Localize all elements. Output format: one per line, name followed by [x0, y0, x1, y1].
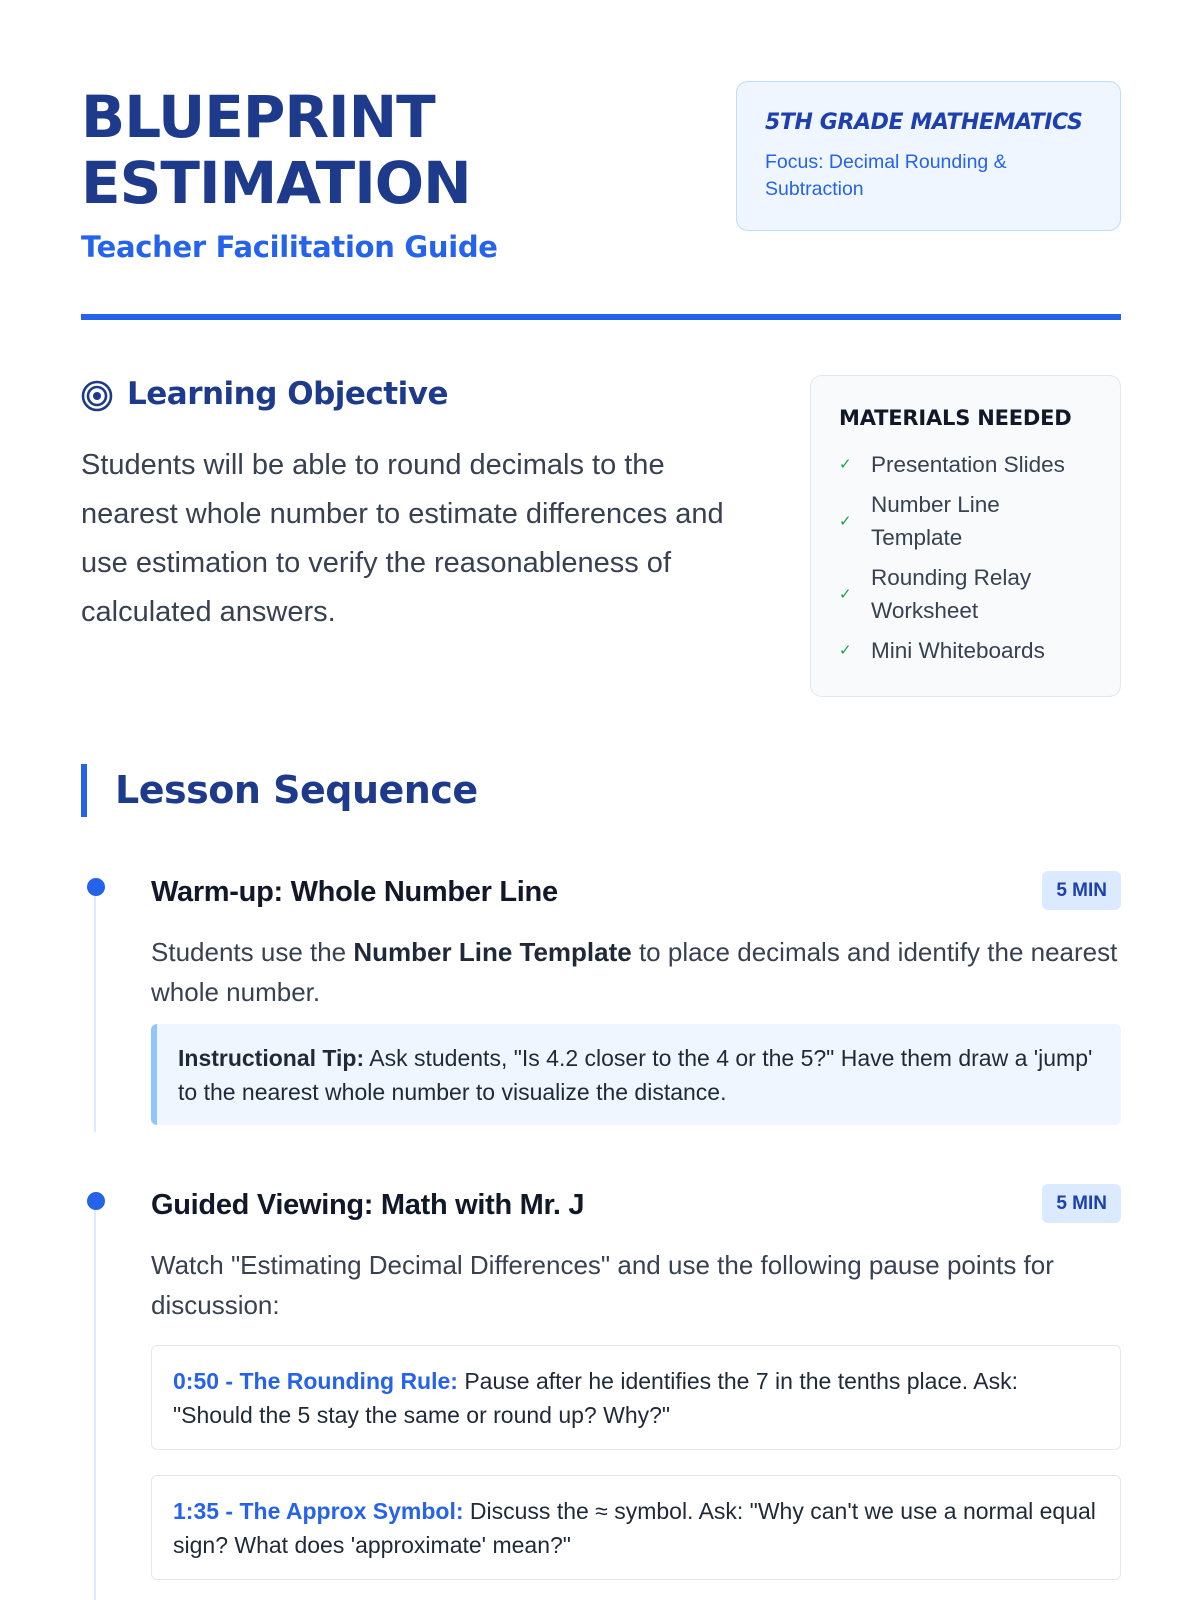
material-item: [839, 634, 1098, 667]
instructional-tip: [151, 1024, 1121, 1125]
title-line-1: BLUEPRINT: [81, 83, 435, 151]
pause-point: [151, 1475, 1121, 1580]
check-icon: ✓: [839, 456, 852, 473]
pause-point-label: 0:50 - The Rounding Rule:: [173, 1368, 458, 1394]
duration-badge: 5 MIN: [1042, 871, 1121, 910]
desc-text: Students use the: [151, 937, 354, 967]
material-line-1: Number Line: [871, 492, 1000, 517]
header-divider: [81, 314, 1121, 320]
step-title: Guided Viewing: Math with Mr. J: [151, 1189, 585, 1221]
check-icon: ✓: [839, 512, 852, 530]
material-item: [839, 488, 1098, 554]
material-item: [839, 561, 1098, 627]
materials-list: [839, 448, 1098, 667]
grade-label: 5TH GRADE MATHEMATICS: [765, 110, 1083, 135]
check-icon: ✓: [839, 585, 852, 603]
pause-point-label: 1:35 - The Approx Symbol:: [173, 1498, 464, 1524]
materials-title: MATERIALS NEEDED: [839, 406, 1072, 430]
material-item: [839, 448, 1098, 481]
pause-point-text: Discuss the ≈ symbol. Ask: "Why can't we use a normal equal sign? What does 'approximate' mean?": [173, 1498, 1096, 1558]
desc-bold: Number Line Template: [353, 937, 632, 967]
desc-text: to place decimals and identify the nearest whole number.: [151, 937, 1118, 1007]
focus-line-1: Focus: Decimal Rounding &: [765, 151, 1007, 173]
tip-label: Instructional Tip:: [178, 1045, 365, 1071]
material-line-1: Mini Whiteboards: [871, 638, 1045, 663]
step-description: [151, 932, 1121, 1012]
material-line-2: Template: [871, 525, 963, 550]
step-title: Warm-up: Whole Number Line: [151, 876, 558, 908]
target-icon: [81, 380, 113, 412]
check-icon: ✓: [839, 642, 852, 659]
timeline-line: [94, 1210, 96, 1600]
material-label: [871, 634, 1045, 667]
timeline-dot: [87, 1192, 105, 1210]
material-line-1: Presentation Slides: [871, 452, 1065, 477]
material-line-1: Rounding Relay: [871, 565, 1032, 590]
focus-line-2: Subtraction: [765, 178, 864, 200]
focus-text: [765, 149, 1094, 203]
lesson-sequence-heading: Lesson Sequence: [115, 768, 478, 812]
duration-badge: 5 MIN: [1042, 1184, 1121, 1223]
objective-heading: Learning Objective: [127, 376, 448, 412]
objective-text: Students will be able to round decimals to the nearest whole number to estimate differences and use estimation to verify the reasonableness of calculated answers.: [81, 449, 724, 628]
title-line-2: ESTIMATION: [81, 149, 471, 217]
timeline-line: [94, 896, 96, 1132]
step-description: Watch "Estimating Decimal Differences" and use the following pause points for discussion:: [151, 1250, 1054, 1320]
material-line-2: Worksheet: [871, 598, 979, 623]
lesson-step-guided-viewing: [151, 1189, 1121, 1600]
grade-card: [736, 81, 1121, 231]
teacher-guide-page: [81, 0, 1121, 1600]
page-title: [81, 84, 471, 216]
section-accent-bar: [81, 764, 87, 817]
material-label: [871, 561, 1031, 627]
timeline-dot: [87, 878, 105, 896]
pause-point-text: Pause after he identifies the 7 in the tenths place. Ask: "Should the 5 stay the same or round up? Why?": [173, 1368, 1018, 1428]
materials-card: [810, 375, 1121, 697]
material-label: [871, 448, 1065, 481]
material-label: [871, 488, 1000, 554]
tip-text: Ask students, "Is 4.2 closer to the 4 or the 5?" Have them draw a 'jump' to the nearest whole number to visualize the distance.: [178, 1045, 1093, 1105]
pause-point: [151, 1345, 1121, 1450]
page-subtitle: Teacher Facilitation Guide: [81, 230, 498, 264]
lesson-step-warmup: [151, 876, 1121, 1136]
